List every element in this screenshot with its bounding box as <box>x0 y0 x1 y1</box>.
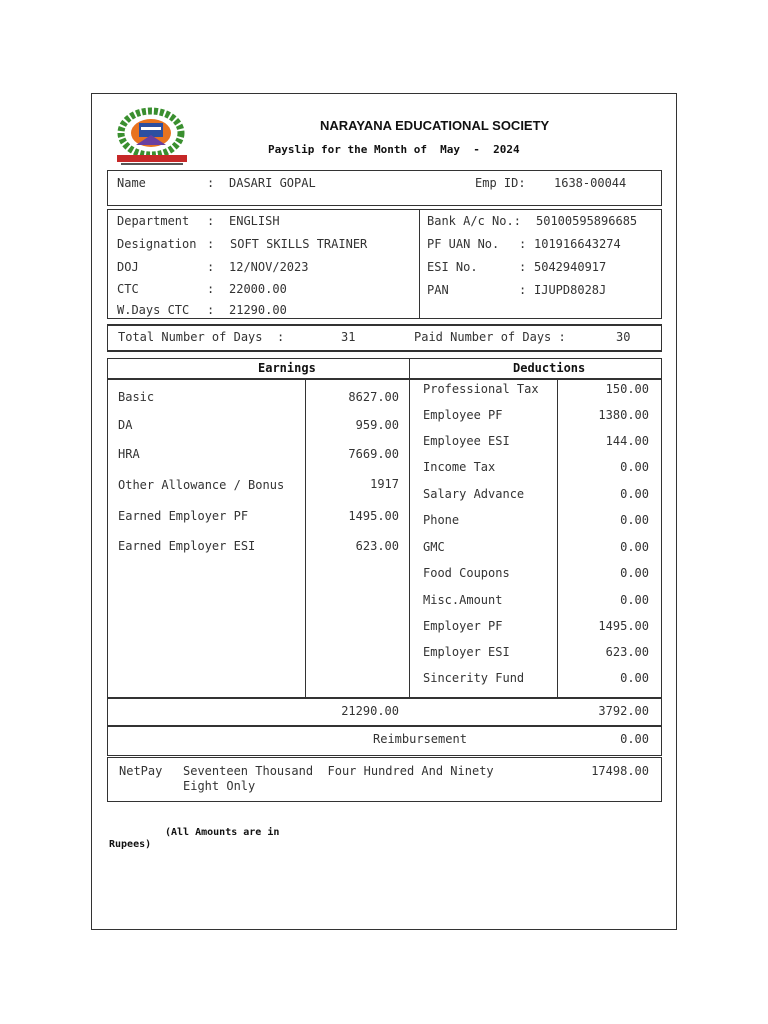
deduction-amount: 0.00 <box>620 566 649 580</box>
empid-value: 1638-00044 <box>554 176 627 190</box>
bank-value: 50100595896685 <box>536 214 638 228</box>
desig-value: SOFT SKILLS TRAINER <box>230 237 368 251</box>
deduction-amount: 150.00 <box>605 382 649 396</box>
earnings-amount-divider <box>305 378 306 698</box>
deduction-amount: 0.00 <box>620 593 649 607</box>
esi-label: ESI No. <box>427 260 478 274</box>
earning-amount: 7669.00 <box>348 447 399 461</box>
doj-label: DOJ <box>117 260 139 274</box>
wdays-colon: : <box>207 303 215 317</box>
deduction-amount: 1495.00 <box>598 619 649 633</box>
earning-label: DA <box>118 418 133 432</box>
pan-value: IJUPD8028J <box>534 283 607 297</box>
deduction-amount: 0.00 <box>620 671 649 685</box>
esi-value: 5042940917 <box>534 260 607 274</box>
earning-amount: 8627.00 <box>348 390 399 404</box>
paid-days-value: 30 <box>616 330 631 344</box>
earning-label: Earned Employer ESI <box>118 539 256 553</box>
deduction-label: Professional Tax <box>423 382 539 396</box>
name-label: Name <box>117 176 146 190</box>
desig-label: Designation <box>117 237 197 251</box>
deduction-label: Food Coupons <box>423 566 510 580</box>
name-colon: : <box>207 176 215 190</box>
deductions-amount-divider <box>557 378 558 698</box>
netpay-amount: 17498.00 <box>591 764 649 778</box>
deduction-amount: 1380.00 <box>598 408 649 422</box>
name-value: DASARI GOPAL <box>229 176 316 190</box>
reimbursement-amount: 0.00 <box>620 732 649 746</box>
footnote-line1: (All Amounts are in <box>165 827 280 838</box>
earning-amount: 959.00 <box>355 418 399 432</box>
pf-label: PF UAN No. <box>427 237 500 251</box>
payslip-title: Payslip for the Month of May - 2024 <box>268 143 520 156</box>
deduction-label: Misc.Amount <box>423 593 503 607</box>
bank-label: Bank A/c No.: <box>427 214 521 228</box>
earning-label: Other Allowance / Bonus <box>118 478 285 492</box>
earnings-total: 21290.00 <box>341 704 399 718</box>
deduction-label: Salary Advance <box>423 487 525 501</box>
details-divider <box>419 209 420 319</box>
reimbursement-label: Reimbursement <box>373 732 467 746</box>
empid-label: Emp ID: <box>475 176 526 190</box>
deductions-header: Deductions <box>513 361 586 375</box>
total-days-value: 31 <box>341 330 356 344</box>
deduction-amount: 144.00 <box>605 434 649 448</box>
ctc-label: CTC <box>117 282 139 296</box>
esi-colon: : <box>519 260 527 274</box>
pf-value: 101916643274 <box>534 237 621 251</box>
pf-colon: : <box>519 237 527 251</box>
dept-value: ENGLISH <box>229 214 280 228</box>
total-days-label: Total Number of Days : <box>118 330 285 344</box>
ctc-colon: : <box>207 282 215 296</box>
deduction-label: Phone <box>423 513 460 527</box>
table-header-line <box>107 378 662 380</box>
footnote-line2: Rupees) <box>109 839 152 850</box>
ctc-value: 22000.00 <box>229 282 287 296</box>
deduction-label: Employer ESI <box>423 645 510 659</box>
deduction-amount: 0.00 <box>620 540 649 554</box>
wdays-value: 21290.00 <box>229 303 287 317</box>
netpay-label: NetPay <box>119 764 163 778</box>
deduction-amount: 623.00 <box>605 645 649 659</box>
dept-colon: : <box>207 214 215 228</box>
earnings-header: Earnings <box>258 361 316 375</box>
deduction-label: Income Tax <box>423 460 496 474</box>
netpay-words-line2: Eight Only <box>183 779 256 793</box>
doj-colon: : <box>207 260 215 274</box>
deduction-amount: 0.00 <box>620 460 649 474</box>
dept-label: Department <box>117 214 190 228</box>
earning-label: HRA <box>118 447 140 461</box>
earning-amount: 623.00 <box>355 539 399 553</box>
deductions-total: 3792.00 <box>598 704 649 718</box>
earning-amount: 1917 <box>370 477 399 491</box>
doj-value: 12/NOV/2023 <box>229 260 309 274</box>
earning-amount: 1495.00 <box>348 509 399 523</box>
earning-label: Basic <box>118 390 155 404</box>
deduction-label: Employer PF <box>423 619 503 633</box>
pan-label: PAN <box>427 283 449 297</box>
deduction-label: GMC <box>423 540 445 554</box>
deduction-amount: 0.00 <box>620 513 649 527</box>
netpay-words-line1: Seventeen Thousand Four Hundred And Ninety <box>183 764 494 778</box>
wdays-label: W.Days CTC <box>117 303 190 317</box>
earning-label: Earned Employer PF <box>118 509 249 523</box>
deduction-amount: 0.00 <box>620 487 649 501</box>
deduction-label: Employee ESI <box>423 434 510 448</box>
earn-ded-divider <box>409 358 410 698</box>
paid-days-label: Paid Number of Days : <box>414 330 566 344</box>
deduction-label: Employee PF <box>423 408 503 422</box>
narayana-logo-icon <box>111 105 193 167</box>
deduction-label: Sincerity Fund <box>423 671 525 685</box>
pan-colon: : <box>519 283 527 297</box>
desig-colon: : <box>207 237 215 251</box>
org-name: NARAYANA EDUCATIONAL SOCIETY <box>320 118 550 133</box>
